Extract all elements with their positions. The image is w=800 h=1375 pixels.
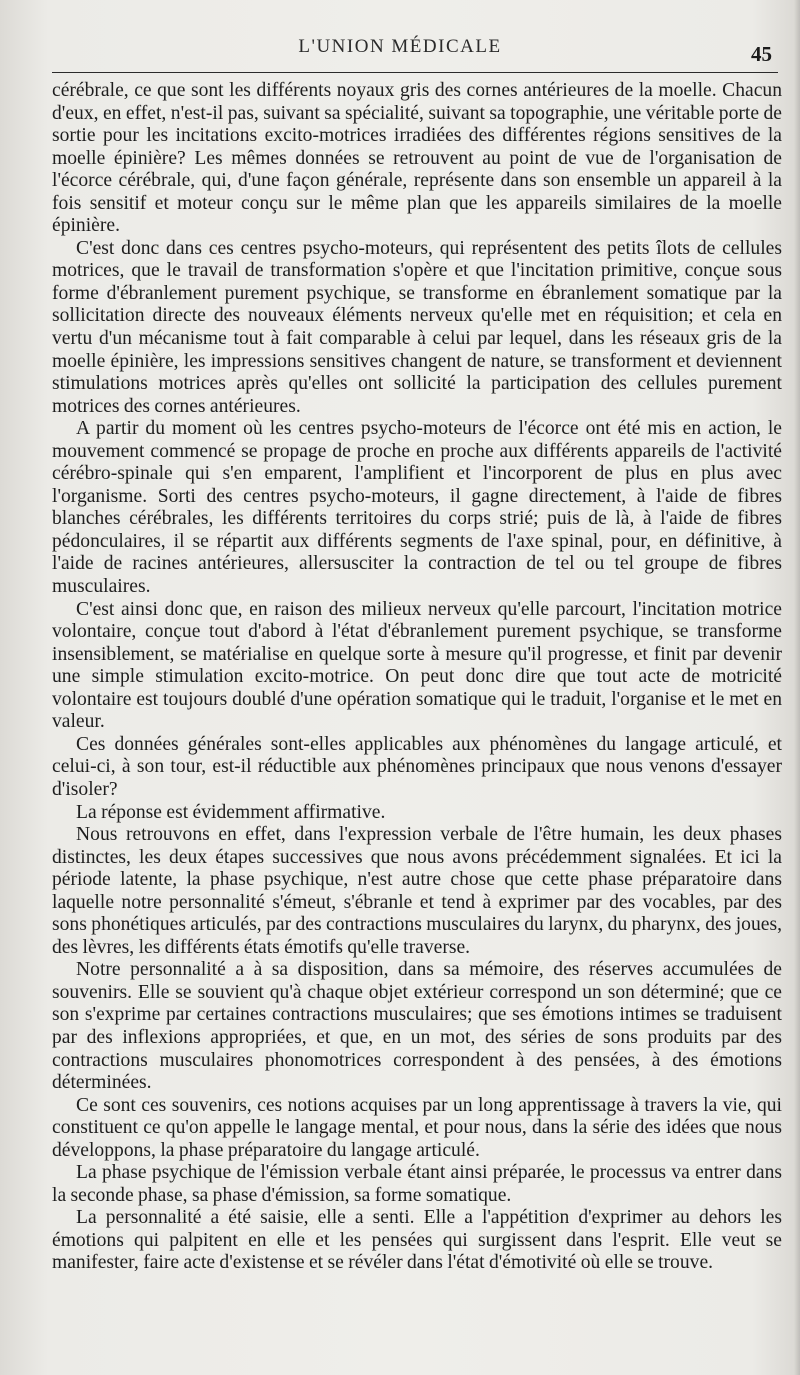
paragraph: Ces données générales sont-elles applicables aux phénomènes du langage articulé, et celui-ci, à son tour, est-il réductible aux phénomènes principaux que nous venons d'essayer d'isoler? (52, 733, 782, 800)
paragraph: cérébrale, ce que sont les différents noyaux gris des cornes antérieures de la moelle. Chacun d'eux, en effet, n'est-il pas, suivant sa spécialité, suivant sa topographie, une véritable porte de sortie pour les incitations excito-motrices irradiées des différentes régions sensitives de la moelle épinière? Les mêmes données se retrouvent au point de vue de l'organisation de l'écorce cérébrale, qui, d'une façon générale, représente dans son ensemble un appareil à la fois sensitif et moteur conçu sur le même plan que les appareils similaires de la moelle épinière. (52, 80, 782, 237)
paragraph: La phase psychique de l'émission verbale étant ainsi préparée, le processus va entrer dans la seconde phase, sa phase d'émission, sa forme somatique. (52, 1162, 782, 1206)
paragraph: La personnalité a été saisie, elle a senti. Elle a l'appétition d'exprimer au dehors les émotions qui palpitent en elle et les pensées qui surgissent dans l'esprit. Elle veut se manifester, faire acte d'existense et se révéler dans l'état d'émotivité où elle se trouve. (52, 1207, 782, 1274)
page-number: 45 (751, 42, 772, 66)
body-text (52, 80, 782, 1275)
paragraph: C'est donc dans ces centres psycho-moteurs, qui représentent des petits îlots de cellules motrices, que le travail de transformation s'opère et que l'incitation primitive, conçue sous forme d'ébranlement purement psychique, se transforme en ébranlement somatique par la sollicitation directe des nouveaux éléments nerveux qu'elle met en réquisition; et cela en vertu d'un mécanisme tout à fait comparable à celui par lequel, dans les réseaux gris de la moelle épinière, les impressions sensitives changent de nature, se transforment et deviennent stimulations motrices après qu'elles ont sollicité la participation des cellules purement motrices des cornes antérieures. (52, 237, 782, 417)
header-rule (52, 72, 778, 73)
page-edge-shadow (794, 0, 800, 1375)
paragraph: La réponse est évidemment affirmative. (76, 801, 386, 823)
paragraph: C'est ainsi donc que, en raison des milieux nerveux qu'elle parcourt, l'incitation motrice volontaire, conçue tout d'abord à l'état d'ébranlement purement psychique, se transforme insensiblement, se matérialise en quelque sorte à mesure qu'il progresse, et finit par devenir une simple stimulation excito-motrice. On peut donc dire que tout acte de motricité volontaire est toujours doublé d'une opération somatique qui le traduit, l'organise et le met en valeur. (52, 598, 782, 733)
paragraph: Nous retrouvons en effet, dans l'expression verbale de l'être humain, les deux phases distinctes, les deux étapes successives que nous avons précédemment signalées. Et ici la période latente, la phase psychique, n'est autre chose que cette phase préparatoire dans laquelle notre personnalité s'émeut, s'ébranle et tend à exprimer par des vocables, par des sons phonétiques articulés, par des contractions musculaires du larynx, du pharynx, des joues, des lèvres, les différents états émotifs qu'elle traverse. (52, 824, 782, 958)
running-title: L'UNION MÉDICALE (298, 36, 502, 57)
page-header (0, 30, 800, 70)
paragraph: Notre personnalité a à sa disposition, dans sa mémoire, des réserves accumulées de souvenirs. Elle se souvient qu'à chaque objet extérieur correspond un son déterminé; que ce son s'exprime par certaines contractions musculaires; que ses émotions intimes se traduisent par des inflexions appropriées, et que, en un mot, des séries de sons produits par des contractions musculaires phonomotrices correspondent à des pensées, à des émotions déterminées. (52, 959, 782, 1094)
paragraph: Ce sont ces souvenirs, ces notions acquises par un long apprentissage à travers la vie, qui constituent ce qu'on appelle le langage mental, et pour nous, dans la série des idées que nous développons, la phase préparatoire du langage articulé. (52, 1094, 782, 1161)
paragraph: A partir du moment où les centres psycho-moteurs de l'écorce ont été mis en action, le mouvement commencé se propage de proche en proche aux différents appareils de l'activité cérébro-spinale qui s'en emparent, l'amplifient et l'incorporent de plus en plus avec l'organisme. Sorti des centres psycho-moteurs, il gagne directement, à l'aide de fibres blanches cérébrales, les différents territoires du corps strié; puis de là, à l'aide de fibres pédonculaires, il se répartit aux différents segments de l'axe spinal, pour, en définitive, à l'aide de racines antérieures, allersusciter la contraction de tel ou tel groupe de fibres musculaires. (52, 418, 782, 598)
